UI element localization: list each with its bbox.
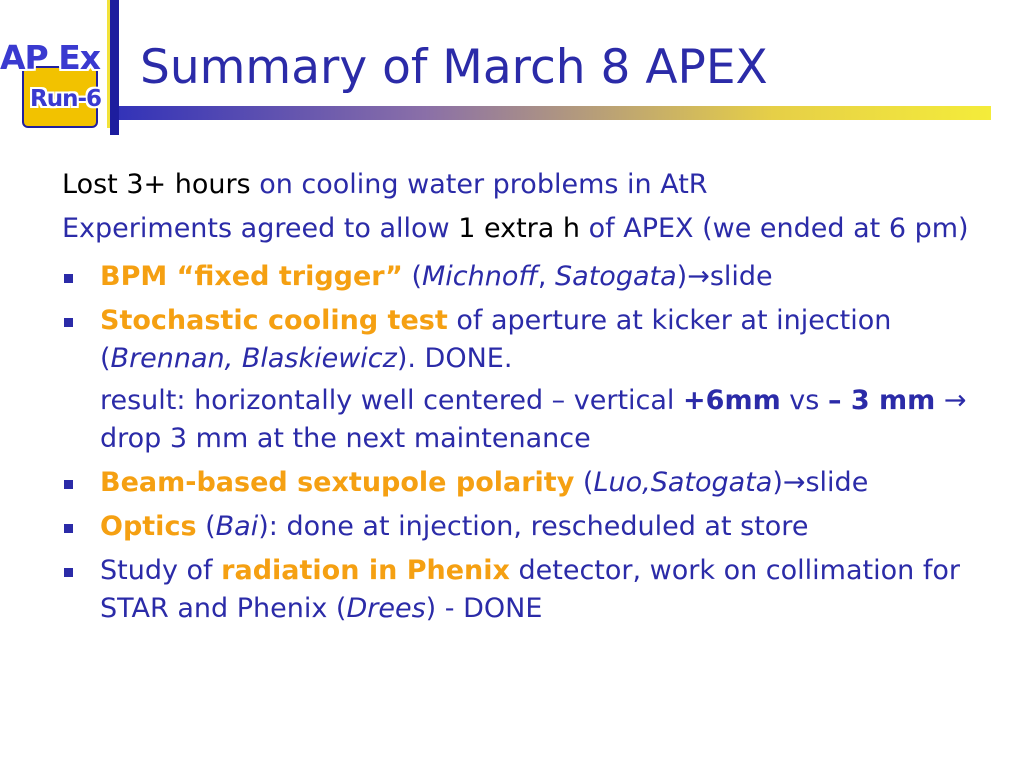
optics-highlight: Optics — [100, 511, 197, 542]
aperture-text: of aperture at kicker at injection ( — [100, 305, 892, 374]
apex-run6-logo — [0, 38, 106, 128]
names-luo-satogata: Luo,Satogata — [593, 467, 773, 498]
bullet-list — [62, 258, 992, 628]
bullet-marker — [64, 568, 73, 577]
bullet-marker — [64, 480, 73, 489]
stochastic-result — [62, 382, 992, 458]
bullet-marker — [64, 274, 73, 283]
arrow-icon: → — [687, 261, 710, 292]
bullet-radiation — [62, 552, 992, 628]
decor-horizontal-gradient-bar — [119, 106, 991, 120]
bullet-stochastic-cooling — [62, 302, 992, 378]
slide-body — [62, 166, 992, 634]
paren-open: ( — [402, 261, 422, 292]
bullet-marker — [64, 524, 73, 533]
name-bai: Bai — [215, 511, 259, 542]
slide-link-text: slide — [805, 467, 869, 498]
radiation-done-text: ) - DONE — [425, 593, 543, 624]
cooling-problem-text: on cooling water problems in AtR — [250, 169, 708, 200]
name-drees: Drees — [346, 593, 426, 624]
paren-close: ) — [772, 467, 783, 498]
paren-close: ) — [676, 261, 688, 292]
plus-6mm: +6mm — [683, 385, 781, 416]
name-satogata: Satogata — [555, 261, 677, 292]
bpm-highlight: BPM “fixed trigger” — [100, 261, 403, 292]
logo-line2: Run-6 — [30, 86, 102, 112]
bullet-marker — [64, 318, 73, 327]
sextupole-highlight: Beam-based sextupole polarity — [100, 467, 575, 498]
done-text: ). DONE. — [396, 343, 513, 374]
optics-status-text: ): done at injection, rescheduled at store — [258, 511, 809, 542]
paren-open: ( — [196, 511, 216, 542]
vs-text: vs — [780, 385, 828, 416]
logo-line1: AP Ex — [0, 38, 101, 77]
bullet-optics — [62, 508, 992, 546]
bullet-bpm — [62, 258, 992, 296]
minus-3mm: – 3 mm — [827, 385, 936, 416]
name-michnoff: Michnoff — [421, 261, 538, 292]
result-text: result: horizontally well centered – vertical — [100, 385, 684, 416]
slide-link-text: slide — [709, 261, 773, 292]
arrow-icon: → — [935, 385, 967, 416]
experiments-text: Experiments agreed to allow — [62, 213, 459, 244]
intro-line-2 — [62, 210, 992, 248]
extra-hour-text: 1 extra h — [458, 213, 581, 244]
slide-title: Summary of March 8 APEX — [140, 40, 768, 95]
intro-line-1 — [62, 166, 992, 204]
names-brennan-blaskiewicz: Brennan, Blaskiewicz — [110, 343, 397, 374]
collimation-text: detector, work on collimation for STAR and Phenix ( — [100, 555, 960, 624]
drop-text: drop 3 mm at the next maintenance — [100, 423, 591, 454]
lost-hours-text: Lost 3+ hours — [62, 169, 251, 200]
apex-ended-text: of APEX (we ended at 6 pm) — [580, 213, 969, 244]
paren-open: ( — [574, 467, 594, 498]
bullet-sextupole — [62, 464, 992, 502]
study-of-text: Study of — [100, 555, 222, 586]
radiation-highlight: radiation in Phenix — [221, 555, 510, 586]
stochastic-highlight: Stochastic cooling test — [100, 305, 448, 336]
arrow-icon: → — [782, 467, 806, 498]
comma: , — [537, 261, 556, 292]
decor-vertical-blue-bar — [110, 0, 119, 135]
